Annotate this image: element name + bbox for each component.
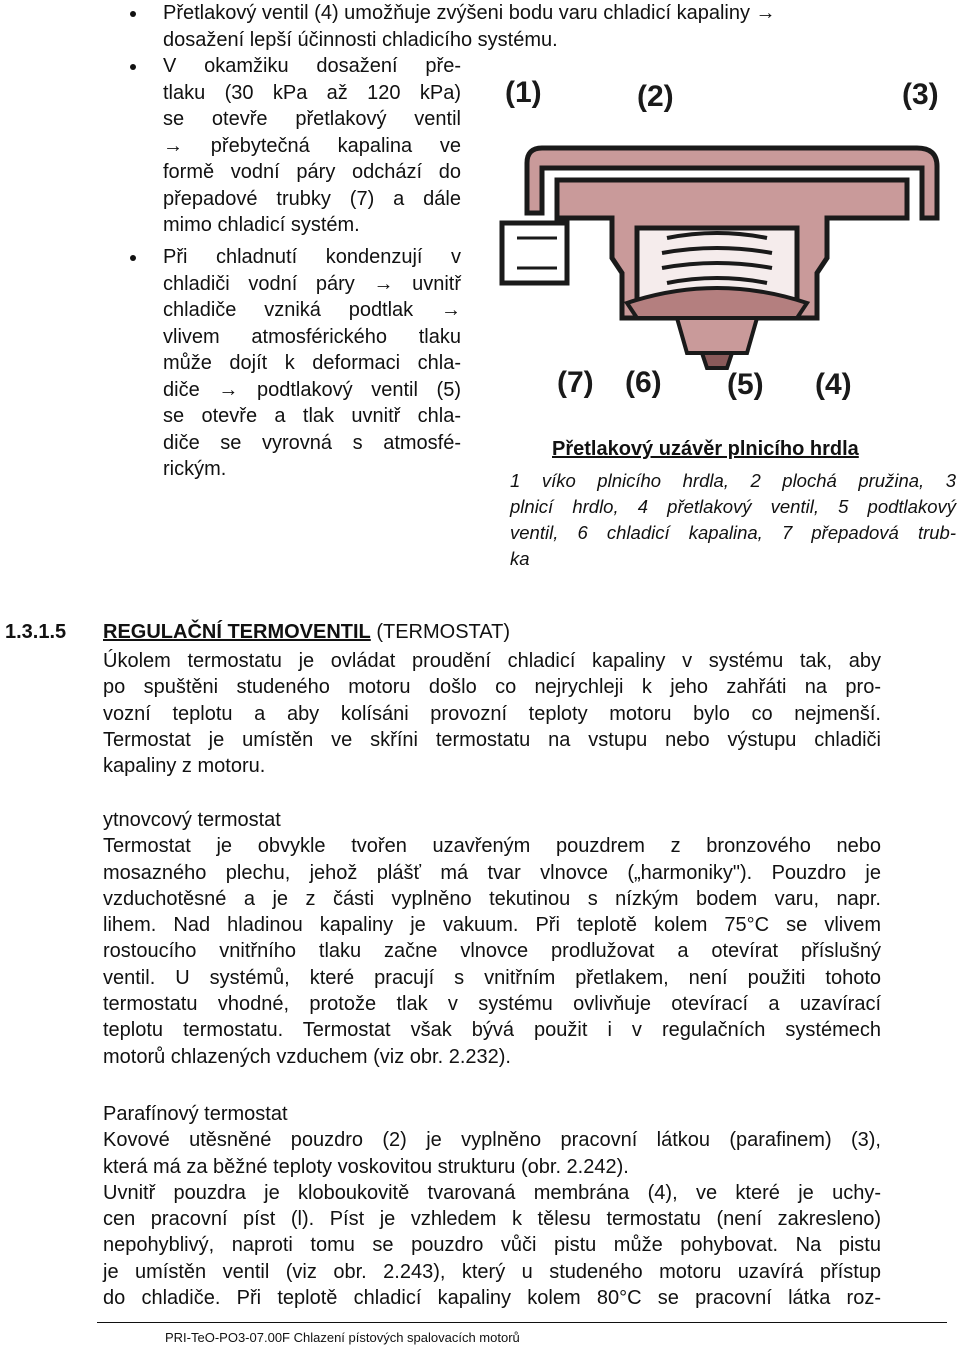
text-line: vzduchotěsné a je z části vyplněno tekutinou s nízkým bodem varu, napr.	[103, 887, 881, 910]
bullet-3-text	[163, 244, 461, 483]
page-footer: PRI-TeO-PO3-07.00F Chlazení pístových spalovacích motorů	[165, 1330, 520, 1345]
text-line: lihem. Nad hladinou kapaliny je vakuum. Při teplotě kolem 75°C se vlivem	[103, 914, 881, 937]
bullet-2-text	[163, 53, 461, 239]
text-line: se otevře a tlak uvnitř chla-	[163, 405, 461, 427]
section-intro	[103, 648, 881, 779]
figure-caption-legend	[510, 468, 956, 572]
figure-label-5: (5)	[727, 368, 764, 401]
subheading: Parafínový termostat	[103, 1103, 288, 1125]
section-number: 1.3.1.5	[5, 621, 67, 643]
legend-line: ka	[510, 548, 530, 569]
text-line: motorů chlazených vzduchem (viz obr. 2.232).	[103, 1045, 511, 1068]
bullet-marker	[130, 64, 136, 70]
figure-label-6: (6)	[625, 366, 662, 399]
vlnovec-section	[103, 807, 881, 1070]
text-line: Termostat je umístěn ve skříni termostatu na vstupu nebo výstupu chladiči	[103, 728, 881, 751]
text-line: Přetlakový ventil (4) umožňuje zvýšeni bodu varu chladicí kapaliny →	[163, 2, 776, 24]
section-title	[103, 621, 510, 644]
figure-label-2: (2)	[637, 80, 674, 113]
text-line: teplotu termostatu. Termostat však bývá použit i v regulačních systémech	[103, 1019, 881, 1042]
figure-label-1: (1)	[505, 76, 542, 109]
text-line: V okamžiku dosažení pře-	[163, 55, 461, 77]
text-line: mimo chladicí systém.	[163, 214, 360, 236]
text-line: chladiči vodní páry → uvnitř	[163, 272, 461, 295]
text-line: termostatu vhodné, protože tlak v systému ovlivňuje otevírací a uzavírací	[103, 993, 881, 1016]
text-line: Termostat je obvykle tvořen uzavřeným pouzdrem z bronzového nebo	[103, 835, 881, 858]
text-line: chladiče vzniká podtlak →	[163, 299, 461, 321]
legend-line: ventil, 6 chladicí kapalina, 7 přepadová trub-	[510, 522, 956, 543]
parafin-section	[103, 1101, 881, 1311]
text-line: je umístěn ventil (viz obr. 2.243), který u studeného motoru uzavírá přístup	[103, 1260, 881, 1283]
text-line: diče → podtlakový ventil (5)	[163, 378, 461, 401]
text-line: cen pracovní píst (l). Píst je vzhledem k tělesu termostatu (není zakresleno)	[103, 1208, 881, 1231]
text-line: diče se vyrovná s atmosfé-	[163, 431, 461, 454]
footer-divider	[97, 1322, 947, 1323]
text-line: mosazného plechu, jehož plášť má tvar vlnovce („harmoniky"). Pouzdro je	[103, 861, 881, 884]
figure-label-4: (4)	[815, 368, 852, 401]
bullet-marker	[130, 255, 136, 261]
text-line: může dojít k deformaci chla-	[163, 352, 461, 374]
text-line: Při chladnutí kondenzují v	[163, 246, 461, 268]
text-line: rostoucího vnitřního tlaku začne vlnovce prodlužovat a otevírat příslušný	[103, 940, 881, 963]
legend-line: 1 víko plnicího hrdla, 2 plochá pružina, 3	[510, 470, 956, 491]
bullet-marker	[130, 11, 136, 17]
text-line: kapaliny z motoru.	[103, 755, 266, 778]
text-line: → přebytečná kapalina ve	[163, 134, 461, 157]
figure-label-3: (3)	[902, 78, 939, 111]
text-line: přepadové trubky (7) a dále	[163, 187, 461, 210]
valve-disc	[627, 288, 807, 368]
text-line: Uvnitř pouzdra je kloboukovitě tvarovaná membrána (4), ve které je uchy-	[103, 1181, 881, 1204]
text-line: tlaku (30 kPa až 120 kPa)	[163, 81, 461, 104]
text-line: formě vodní páry odchází do	[163, 161, 461, 183]
subheading: ytnovcový termostat	[103, 809, 281, 831]
text-line: nepohyblivý, naproti tomu se pouzdro vůči pistu může pohybovat. Na pistu	[103, 1234, 881, 1257]
text-line: Úkolem termostatu je ovládat proudění chladicí kapaliny v systému tak, aby	[103, 650, 881, 672]
text-line: ventil. U systémů, které pracují s vnitřním přetlakem, není použiti tohoto	[103, 966, 881, 989]
text-line: vozní teplotu a aby kolísáni provozní teploty motoru bylo co nejmenší.	[103, 702, 881, 725]
section-title-sub: (TERMOSTAT)	[370, 621, 511, 643]
pressure-cap-diagram	[497, 68, 947, 403]
figure-label-7: (7)	[557, 366, 594, 399]
bullet-1-text	[163, 0, 893, 53]
text-line: do chladiče. Při teplotě chladicí kapaliny kolem 80°C se pracovní látka roz-	[103, 1287, 881, 1310]
section-title-main: REGULAČNÍ TERMOVENTIL	[103, 621, 371, 643]
text-line: po spuštěni studeného motoru došlo co nejrychleji k jeho zahřáti na pro-	[103, 676, 881, 699]
figure-caption-title: Přetlakový uzávěr plnicího hrdla	[552, 438, 859, 460]
text-line: která má za běžné teploty voskovitou strukturu (obr. 2.242).	[103, 1155, 629, 1178]
text-line: rickým.	[163, 458, 227, 480]
legend-line: plnicí hrdlo, 4 přetlakový ventil, 5 podtlakový	[510, 496, 956, 517]
text-line: dosažení lepší účinnosti chladicího systému.	[163, 28, 558, 51]
text-line: vlivem atmosférického tlaku	[163, 325, 461, 348]
text-line: se otevře přetlakový ventil	[163, 108, 461, 130]
text-line: Kovové utěsněné pouzdro (2) je vyplněno pracovní látkou (parafinem) (3),	[103, 1129, 881, 1152]
